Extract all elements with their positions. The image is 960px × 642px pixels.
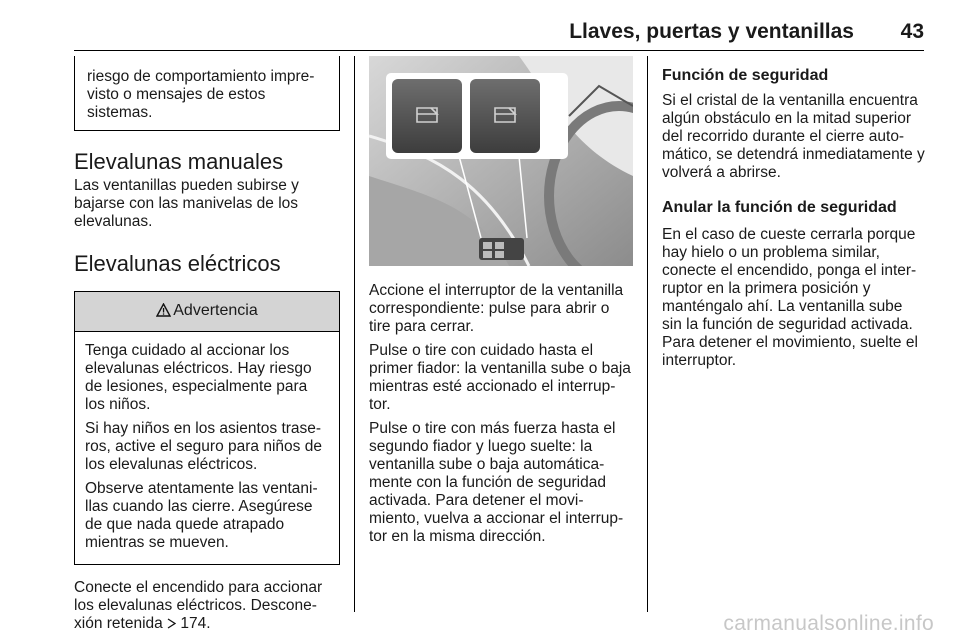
instruction-paragraph: Pulse o tire con cuidado hasta el primer fiador: la ventanilla sube o baja mientras esté accionado el interrup- tor. [369, 342, 631, 413]
window-switch-illustration-icon [369, 56, 633, 266]
header-title: Llaves, puertas y ventanillas [569, 20, 854, 43]
column-2 [369, 56, 633, 552]
instruction-paragraph: Accione el interruptor de la ventanilla correspondiente: pulse para abrir o tire para cerrar. [369, 282, 624, 335]
header-rule [74, 50, 924, 51]
reference-arrow-icon [167, 615, 176, 632]
column-divider-2 [647, 56, 648, 612]
warning-title: Advertencia [173, 302, 258, 319]
warning-box [74, 291, 340, 565]
reference-page[interactable]: 174. [180, 615, 211, 632]
instruction-paragraph: Pulse o tire con más fuerza hasta el segundo fiador y luego suelte: la ventanilla sube o baja automática- mente con la función de seguridad activada. Para detener el movi- miento, vuelva a accionar el interrup- tor en la misma dirección. [369, 420, 624, 545]
column-3 [662, 56, 926, 376]
continued-box [74, 56, 340, 131]
ignition-text-main: Conecte el encendido para accionar los elevalunas eléctricos. Descone- xión retenida [74, 579, 323, 632]
warning-header [75, 292, 339, 332]
ignition-text [74, 579, 340, 633]
window-switch-figure [369, 56, 633, 266]
warning-body [75, 332, 339, 564]
warning-triangle-icon [156, 303, 171, 322]
heading-manual-windows: Elevalunas manuales [74, 149, 284, 174]
heading-cancel-safety: Anular la función de seguridad [662, 199, 897, 216]
manual-windows-text: Las ventanillas pueden subirse y bajarse con las manivelas de los elevalunas. [74, 177, 299, 230]
warning-paragraph: Si hay niños en los asientos trase- ros, active el seguro para niños de los elevalunas eléctricos. [85, 420, 322, 473]
page-number: 43 [900, 20, 924, 43]
warning-paragraph: Observe atentamente las ventani- llas cuando las cierre. Asegúrese de que nada quede atrapado mientras se mueven. [85, 480, 318, 551]
safety-function-text: Si el cristal de la ventanilla encuentra algún obstáculo en la mitad superior del recorrido durante el cierre auto- mático, se detendrá inmediatamente y volverá a abrirse. [662, 92, 925, 181]
column-1 [74, 56, 340, 639]
heading-safety-function: Función de seguridad [662, 67, 829, 84]
continued-box-text: riesgo de comportamiento impre- visto o mensajes de estos sistemas. [87, 68, 315, 121]
warning-paragraph: Tenga cuidado al accionar los elevalunas eléctricos. Hay riesgo de lesiones, especialmente para los niños. [85, 342, 312, 413]
cancel-safety-text: En el caso de cueste cerrarla porque hay hielo o un problema similar, conecte el encendido, ponga el inter- ruptor en la primera posición y manténgalo ahí. La ventanilla sube sin la función de seguridad activada. Para detener el movimiento, suelte el interruptor. [662, 226, 918, 369]
column-divider-1 [354, 56, 355, 612]
heading-electric-windows: Elevalunas eléctricos [74, 251, 281, 276]
footer-watermark: carmanualsonline.info [723, 612, 934, 635]
